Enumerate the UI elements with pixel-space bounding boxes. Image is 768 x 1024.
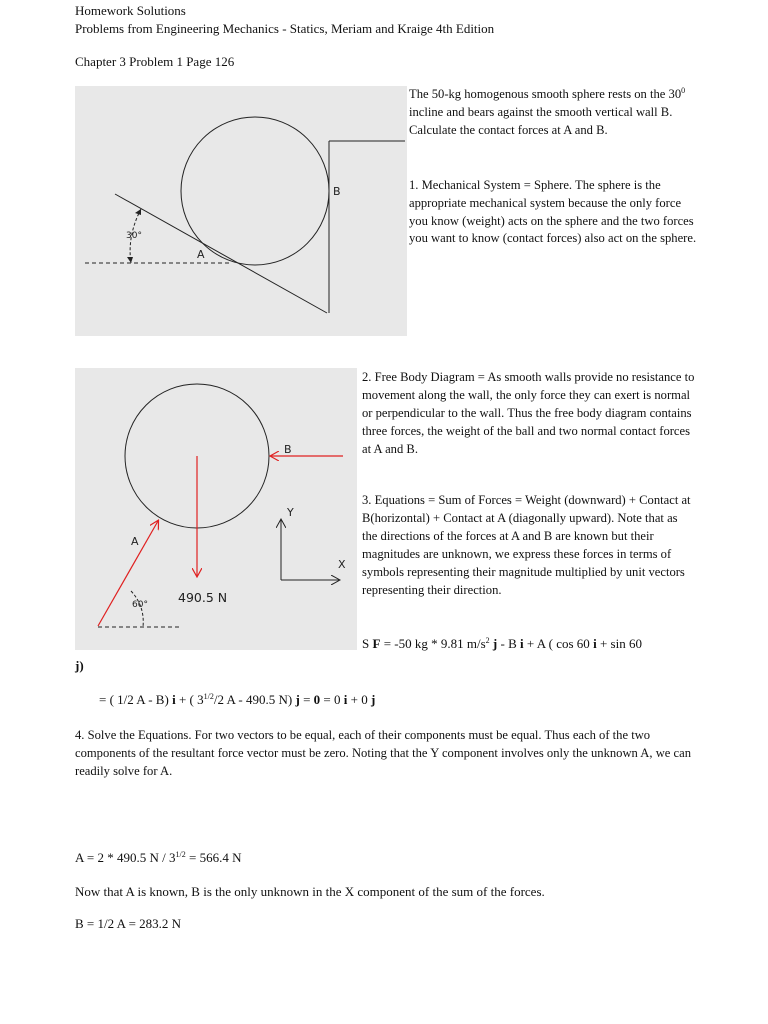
equation-continuation: j): [75, 658, 84, 673]
header-subtitle: Problems from Engineering Mechanics - Statics, Meriam and Kraige 4th Edition: [75, 21, 495, 36]
fbd-angle-label: 60°: [132, 600, 148, 610]
arc-arrowhead-bottom: [127, 257, 133, 263]
chapter-reference: Chapter 3 Problem 1 Page 126: [75, 54, 235, 69]
step2-free-body-diagram: 2. Free Body Diagram = As smooth walls provide no resistance to movement along the wall, the only force they can exert is normal or perpendicular to the wall. Thus the free body diagram contains three forces, the weight of the ball and two normal contact forces at A and B.: [362, 370, 695, 456]
step3-equations: 3. Equations = Sum of Forces = Weight (downward) + Contact at B(horizontal) + Contact at A (diagonally upward). Note that as the directions of the forces at A and B are known but their magnitudes are unknown, we express these forces in terms of symbols representing their magnitude multiplied by unit vectors representing their direction.: [362, 493, 691, 597]
force-a-arrow: [98, 521, 158, 626]
solution-a: A = 2 * 490.5 $N / 3^{1/2} = 566.4$ N: [75, 850, 242, 865]
label-x: X: [338, 558, 346, 571]
header-title: Homework Solutions: [75, 3, 186, 18]
fbd-label-b: B: [284, 443, 292, 456]
fbd-label-a: A: [131, 535, 139, 548]
figure-free-body-diagram: [75, 368, 357, 650]
sphere-circle: [181, 117, 329, 265]
sum-of-forces-equation: S F = -50 kg * 9.81 $m/s^2$ j - B i + A ( cos 60 i + sin 60: [362, 636, 642, 651]
label-b: B: [333, 185, 341, 198]
label-a: A: [197, 248, 205, 261]
step4-solve: 4. Solve the Equations. For two vectors to be equal, each of their components must be equal. Thus each of the two components of the resultant force vector must be zero. Noting that the Y component involves only the unknown A, we can readily solve for A.: [75, 728, 692, 778]
label-y: Y: [287, 506, 294, 519]
problem-statement: The 50-kg homogenous smooth sphere rests on the $30^0$ incline and bears against the smooth vertical wall B. Calculate the contact forces at A and B.: [409, 86, 686, 137]
angle-label: 30°: [126, 231, 142, 241]
figure-sphere-on-incline: [75, 86, 407, 336]
weight-label: 490.5 N: [178, 590, 228, 605]
component-equation: = ( 1/2 A - B) i + ( $3^{1/2}/2$ A - 490.5 N) j = 0 = 0 i + 0 j: [99, 692, 376, 707]
solution-b: B = 1/2 A = 283.2 N: [75, 916, 182, 931]
solve-b-text: Now that A is known, B is the only unknown in the X component of the sum of the forces.: [75, 884, 545, 899]
step1-mechanical-system: 1. Mechanical System = Sphere. The sphere is the appropriate mechanical system because the only force you know (weight) acts on the sphere and the two forces you want to know (contact forces) also act on the sphere.: [409, 178, 697, 246]
